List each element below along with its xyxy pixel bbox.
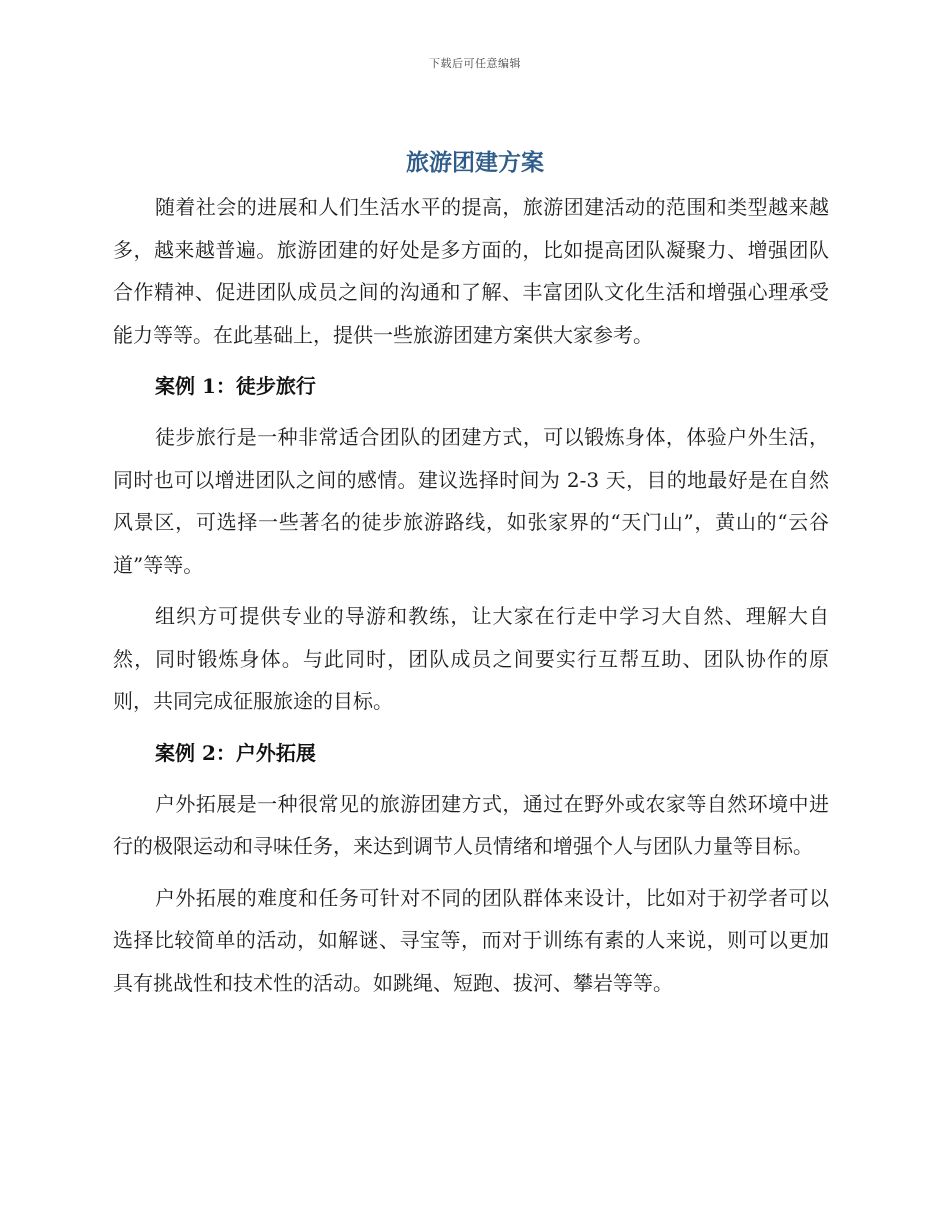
case2-paragraph-2: 户外拓展的难度和任务可针对不同的团队群体来设计，比如对于初学者可以选择比较简单的活动，如解谜、寻宝等，而对于训练有素的人来说，则可以更加具有挑战性和技术性的活动。如跳绳、短跑、拔河、攀岩等等。 bbox=[113, 885, 829, 995]
case1-paragraph-2: 组织方可提供专业的导游和教练，让大家在行走中学习大自然、理解大自然，同时锻炼身体。与此同时，团队成员之间要实行互帮互助、团队协作的原则，共同完成征服旅途的目标。 bbox=[113, 604, 829, 713]
case1-paragraph-1: 徒步旅行是一种非常适合团队的团建方式，可以锻炼身体，体验户外生活，同时也可以增进团队之间的感情。建议选择时间为 2-3 天，目的地最好是在自然风景区，可选择一些著名的徒步旅游路线，如张家界的“天门山”，黄山的“云谷道”等等。 bbox=[113, 425, 829, 577]
document-body bbox=[113, 186, 829, 1004]
header-note: 下载后可任意编辑 bbox=[429, 57, 521, 70]
intro-paragraph: 随着社会的进展和人们生活水平的提高，旅游团建活动的范围和类型越来越多，越来越普遍。旅游团建的好处是多方面的，比如提高团队凝聚力、增强团队合作精神、促进团队成员之间的沟通和了解、丰富团队文化生活和增强心理承受能力等等。在此基础上，提供一些旅游团建方案供大家参考。 bbox=[113, 195, 829, 347]
case1-heading: 案例 1：徒步旅行 bbox=[155, 374, 316, 398]
document-title: 旅游团建方案 bbox=[406, 150, 544, 176]
case2-heading: 案例 2：户外拓展 bbox=[155, 740, 316, 765]
case2-paragraph-1: 户外拓展是一种很常见的旅游团建方式，通过在野外或农家等自然环境中进行的极限运动和寻味任务，来达到调节人员情绪和增强个人与团队力量等目标。 bbox=[113, 791, 829, 858]
